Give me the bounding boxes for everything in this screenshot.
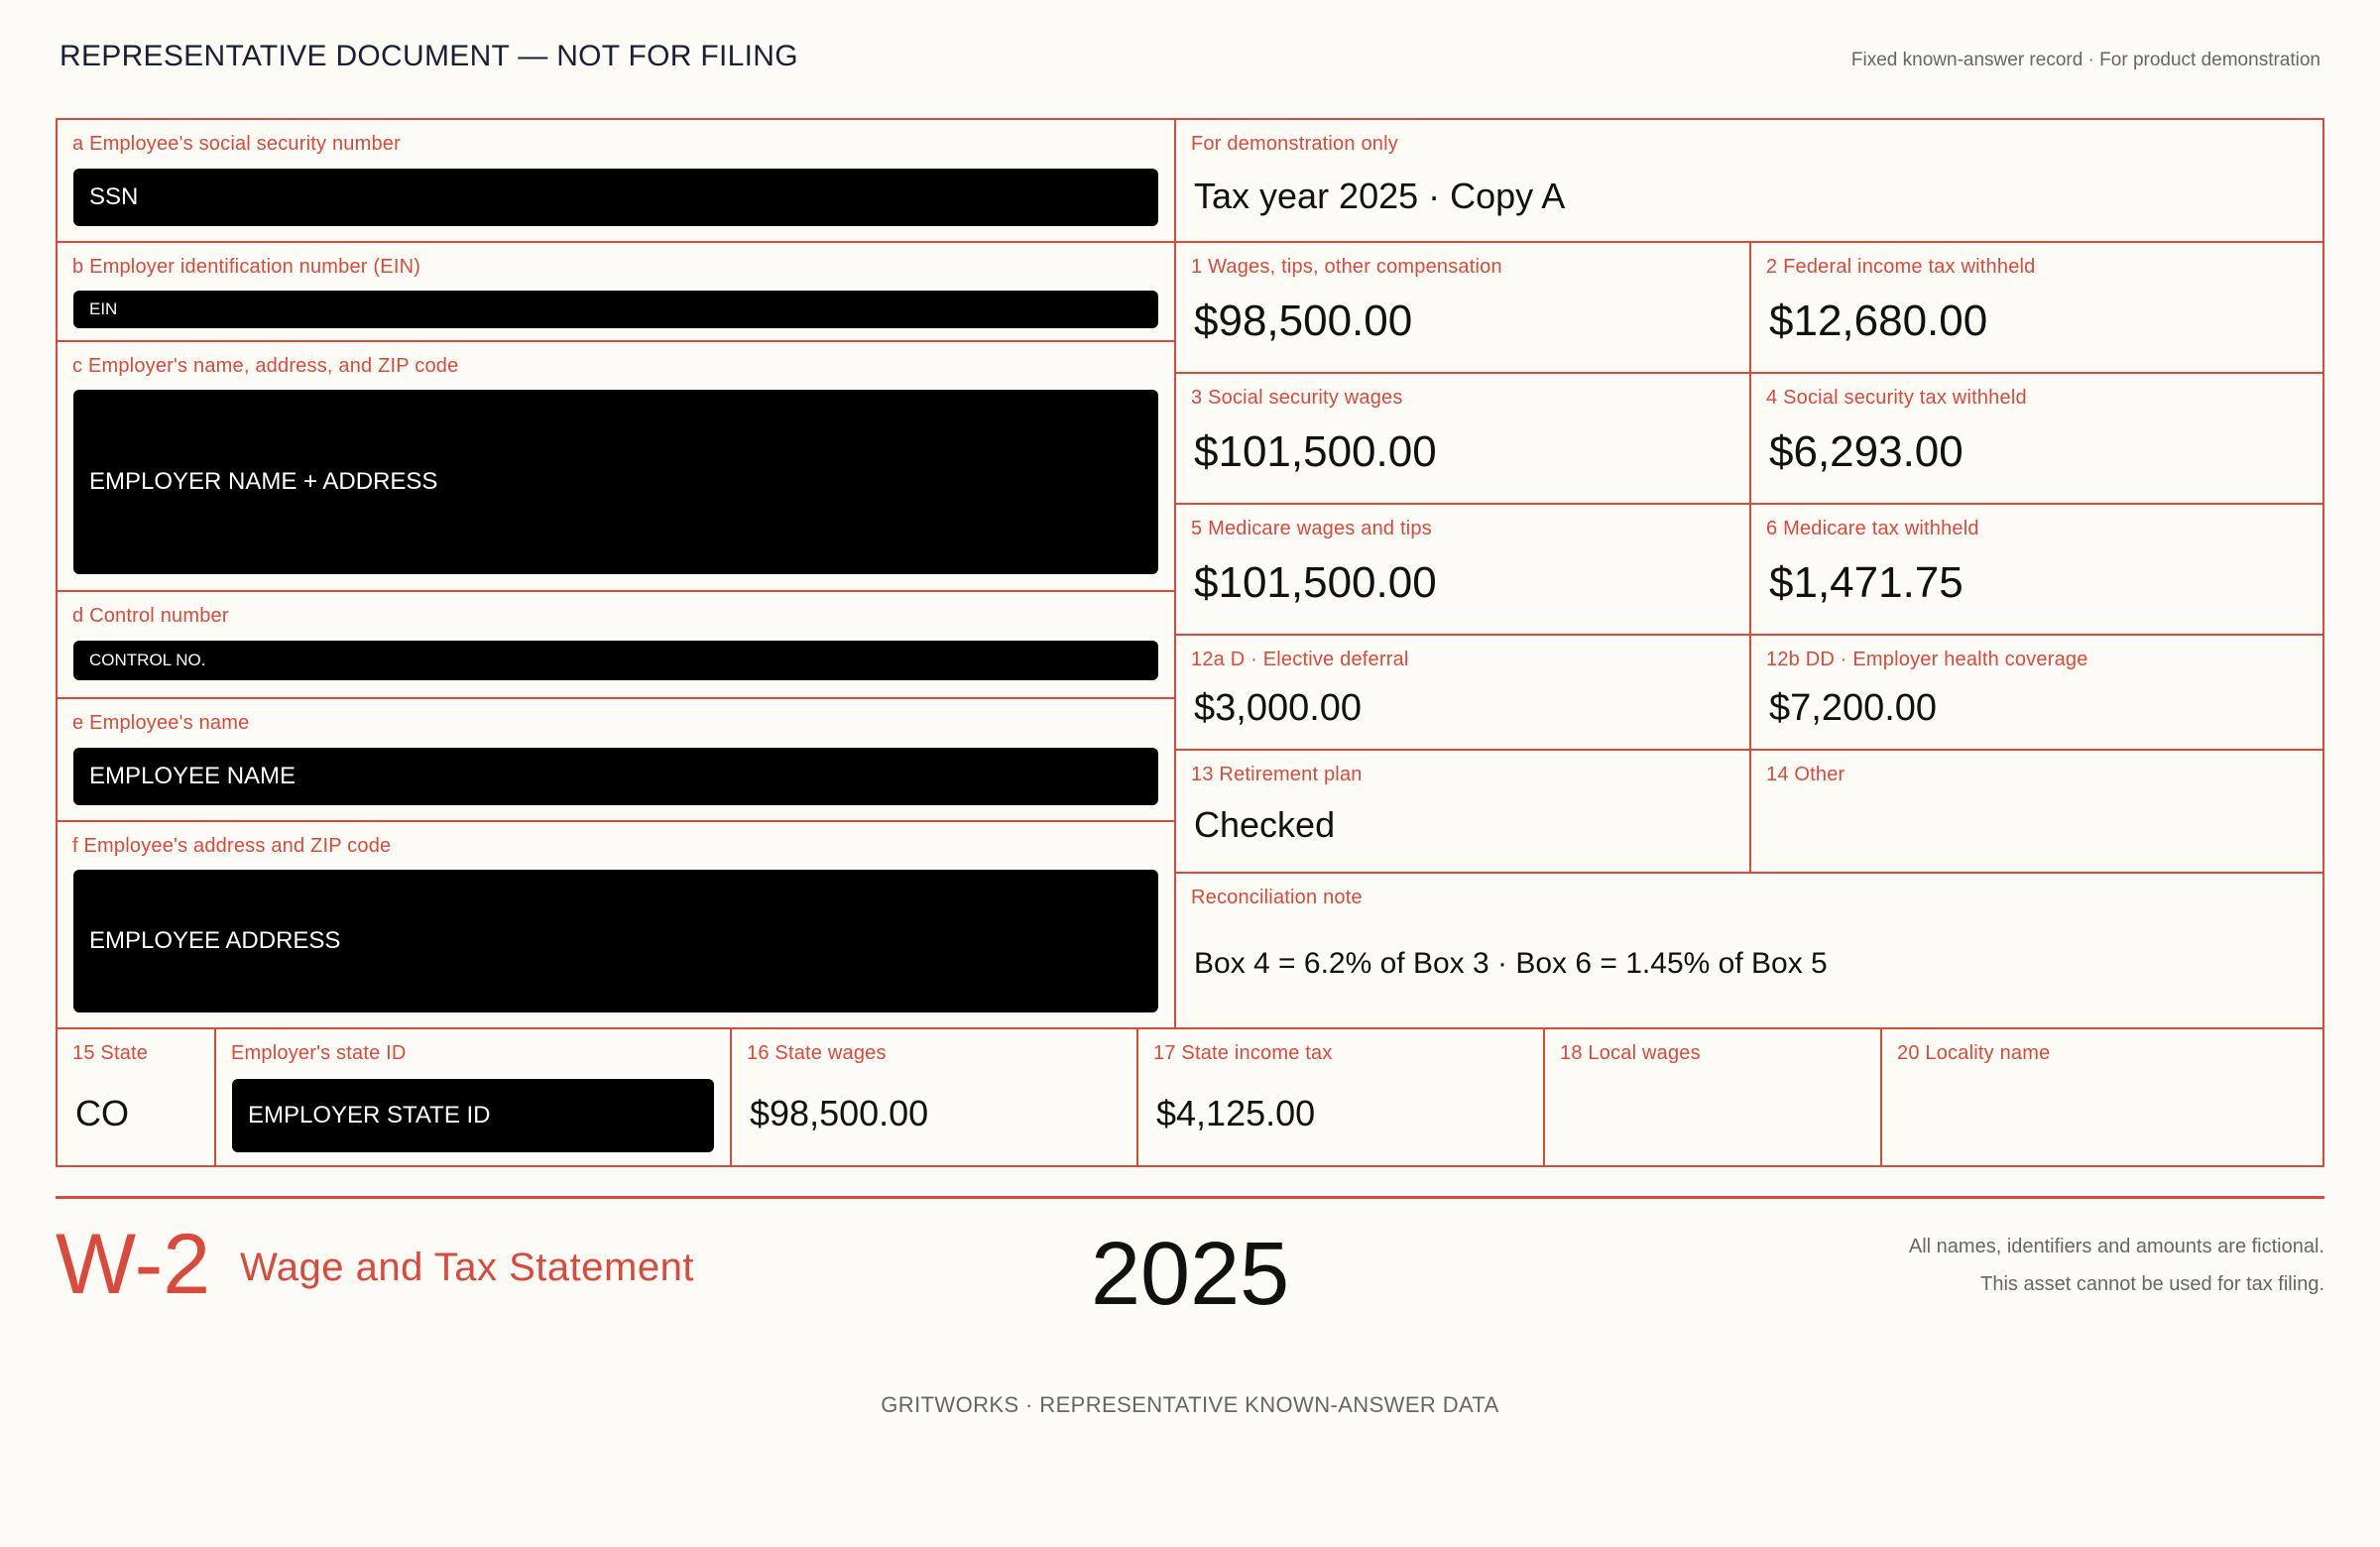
employee-address-redaction: EMPLOYEE ADDRESS [73,870,1158,1012]
box-15-label: 15 State [72,1042,149,1064]
box-17-label: 17 State income tax [1153,1042,1333,1064]
box-13-label: 13 Retirement plan [1191,764,1363,785]
box-6 [1751,505,2324,636]
box-4-label: 4 Social security tax withheld [1766,387,2027,409]
box-e [58,699,1176,822]
box-12a [1176,636,1751,751]
reconciliation-label: Reconciliation note [1191,887,1363,908]
demo-label: For demonstration only [1191,133,1398,155]
box-14-label: 14 Other [1766,764,1845,785]
box-4 [1751,374,2324,505]
box-20-label: 20 Locality name [1897,1042,2051,1064]
box-3-value: $101,500.00 [1194,427,1437,476]
box-5-value: $101,500.00 [1194,558,1437,607]
box-2-value: $12,680.00 [1769,297,1988,345]
box-13 [1176,751,1751,874]
employer-state-id-label: Employer's state ID [231,1042,407,1064]
control-number-redaction: CONTROL NO. [73,641,1158,680]
ein-redaction: EIN [73,291,1158,328]
box-15-value: CO [75,1093,129,1133]
box-c-label: c Employer's name, address, and ZIP code [72,355,459,377]
box-12a-label: 12a D · Elective deferral [1191,649,1409,670]
box-4-value: $6,293.00 [1769,427,1964,476]
box-16 [732,1029,1138,1167]
w2-form [56,118,2324,1167]
box-6-value: $1,471.75 [1769,558,1964,607]
box-1-value: $98,500.00 [1194,297,1413,345]
box-17 [1138,1029,1545,1167]
box-a [58,120,1176,243]
box-d [58,592,1176,699]
box-20 [1882,1029,2324,1167]
reconciliation-note: Box 4 = 6.2% of Box 3 · Box 6 = 1.45% of Box 5 [1194,947,1828,980]
box-12b-label: 12b DD · Employer health coverage [1766,649,2088,670]
box-17-value: $4,125.00 [1156,1093,1316,1133]
box-d-label: d Control number [72,605,229,627]
employer-state-id-box [216,1029,732,1167]
disclaimer-line-1: All names, identifiers and amounts are fictional. [1908,1236,2324,1257]
box-f-label: f Employee's address and ZIP code [72,835,392,857]
box-c [58,342,1176,592]
form-footer-rule [56,1196,2324,1199]
box-2-label: 2 Federal income tax withheld [1766,256,2036,278]
box-12b [1751,636,2324,751]
box-3-label: 3 Social security wages [1191,387,1403,409]
document-title: REPRESENTATIVE DOCUMENT — NOT FOR FILING [60,40,798,72]
employee-name-redaction: EMPLOYEE NAME [73,748,1158,805]
box-e-label: e Employee's name [72,712,250,734]
box-12b-value: $7,200.00 [1769,687,1938,729]
box-1-label: 1 Wages, tips, other compensation [1191,256,1502,278]
box-f [58,822,1176,1029]
box-5 [1176,505,1751,636]
form-id: W-2 [56,1217,211,1312]
box-1 [1176,243,1751,374]
box-b [58,243,1176,342]
document-note: Fixed known-answer record · For product demonstration [1850,50,2320,70]
box-12a-value: $3,000.00 [1194,687,1363,729]
ssn-redaction: SSN [73,169,1158,226]
box-6-label: 6 Medicare tax withheld [1766,518,1979,539]
page-footer: GRITWORKS · REPRESENTATIVE KNOWN-ANSWER DATA [881,1392,1499,1417]
box-15 [58,1029,216,1167]
form-title: Wage and Tax Statement [240,1246,694,1289]
form-year: 2025 [1091,1225,1290,1324]
employer-state-id-redaction: EMPLOYER STATE ID [232,1079,714,1152]
reconciliation-box [1176,874,2324,1029]
box-b-label: b Employer identification number (EIN) [72,256,421,278]
box-13-value: Checked [1194,804,1336,845]
box-16-label: 16 State wages [747,1042,887,1064]
box-14 [1751,751,2324,874]
demo-box [1176,120,2324,243]
box-2 [1751,243,2324,374]
box-18 [1545,1029,1882,1167]
tax-year-copy: Tax year 2025 · Copy A [1194,176,1566,216]
disclaimer-line-2: This asset cannot be used for tax filing. [1980,1273,2324,1295]
box-18-label: 18 Local wages [1560,1042,1701,1064]
box-a-label: a Employee's social security number [72,133,401,155]
employer-name-redaction: EMPLOYER NAME + ADDRESS [73,390,1158,574]
box-3 [1176,374,1751,505]
box-5-label: 5 Medicare wages and tips [1191,518,1432,539]
box-16-value: $98,500.00 [750,1093,929,1133]
